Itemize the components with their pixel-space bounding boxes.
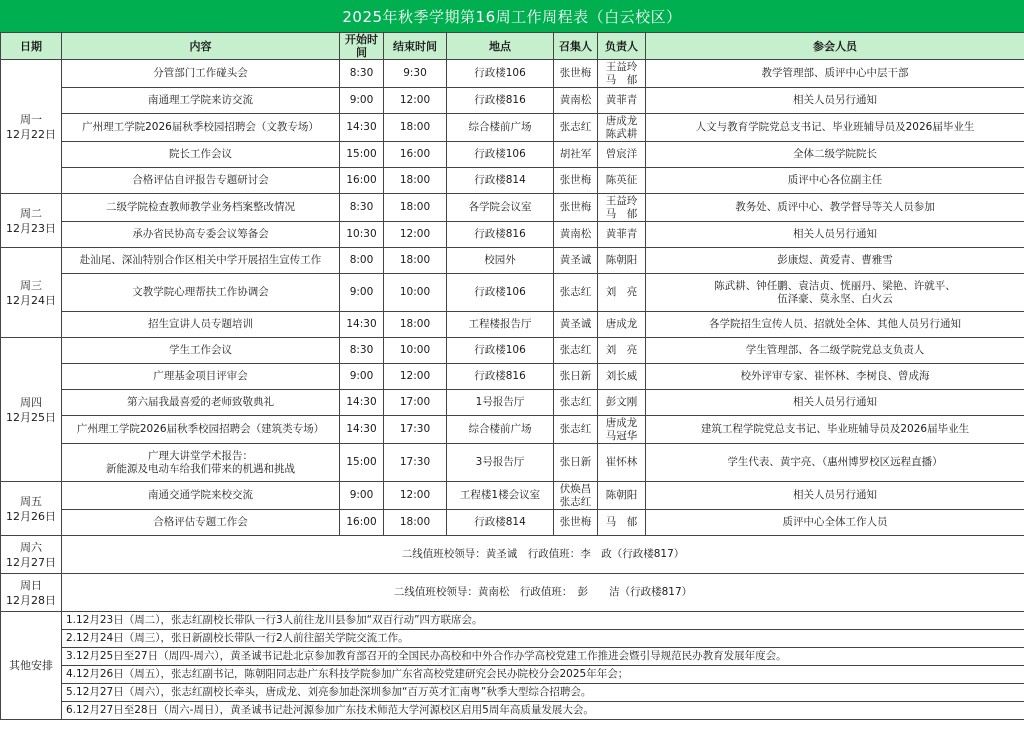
cell-end: 18:00 — [384, 114, 447, 142]
cell-attendees: 校外评审专家、崔怀林、李树良、曾成海 — [646, 364, 1024, 390]
cell-end: 17:30 — [384, 444, 447, 482]
cell-attendees: 全体二级学院院长 — [646, 142, 1024, 168]
weekend-row — [1, 574, 1024, 612]
cell-start: 14:30 — [340, 312, 384, 338]
cell-owner: 刘 亮 — [598, 338, 646, 364]
misc-row — [1, 666, 1024, 684]
cell-location: 行政楼106 — [447, 60, 554, 88]
cell-location: 行政楼814 — [447, 510, 554, 536]
cell-end: 18:00 — [384, 312, 447, 338]
cell-start: 9:00 — [340, 482, 384, 510]
cell-location: 1号报告厅 — [447, 390, 554, 416]
header-row — [1, 33, 1024, 60]
table-row — [1, 416, 1024, 444]
cell-start: 15:00 — [340, 142, 384, 168]
table-row — [1, 482, 1024, 510]
table-row — [1, 274, 1024, 312]
cell-content: 广州理工学院2026届秋季校园招聘会（建筑类专场） — [62, 416, 340, 444]
cell-attendees: 相关人员另行通知 — [646, 88, 1024, 114]
table-row — [1, 142, 1024, 168]
table-row — [1, 60, 1024, 88]
misc-item: 1.12月23日（周二），张志红副校长带队一行3人前往龙川县参加“双百行动”四方联席会。 — [62, 612, 1024, 630]
cell-start: 9:00 — [340, 88, 384, 114]
misc-row — [1, 630, 1024, 648]
misc-item: 2.12月24日（周三），张日新副校长带队一行2人前往韶关学院交流工作。 — [62, 630, 1024, 648]
misc-item: 5.12月27日（周六），张志红副校长牵头，唐成龙、刘亮参加赴深圳参加“百万英才汇南粤”秋季大型综合招聘会。 — [62, 684, 1024, 702]
cell-end: 18:00 — [384, 194, 447, 222]
cell-content: 南通理工学院来访交流 — [62, 88, 340, 114]
table-row — [1, 510, 1024, 536]
cell-attendees: 各学院招生宣传人员、招就处全体、其他人员另行通知 — [646, 312, 1024, 338]
cell-end: 12:00 — [384, 222, 447, 248]
cell-content: 赴汕尾、深汕特别合作区相关中学开展招生宣传工作 — [62, 248, 340, 274]
cell-owner: 马 郁 — [598, 510, 646, 536]
cell-owner: 陈朝阳 — [598, 248, 646, 274]
cell-owner: 黄菲青 — [598, 88, 646, 114]
cell-end: 10:00 — [384, 274, 447, 312]
cell-end: 17:00 — [384, 390, 447, 416]
cell-owner: 刘 亮 — [598, 274, 646, 312]
cell-attendees: 学生代表、黄宇亮、（惠州博罗校区远程直播） — [646, 444, 1024, 482]
cell-location: 行政楼814 — [447, 168, 554, 194]
cell-end: 12:00 — [384, 88, 447, 114]
cell-start: 14:30 — [340, 416, 384, 444]
cell-end: 10:00 — [384, 338, 447, 364]
cell-convener: 张日新 — [554, 444, 598, 482]
cell-location: 工程楼报告厅 — [447, 312, 554, 338]
misc-row — [1, 684, 1024, 702]
cell-convener: 张世梅 — [554, 168, 598, 194]
cell-convener: 黄圣诚 — [554, 248, 598, 274]
cell-end: 18:00 — [384, 168, 447, 194]
table-row — [1, 194, 1024, 222]
table-row — [1, 390, 1024, 416]
cell-location: 3号报告厅 — [447, 444, 554, 482]
table-row — [1, 114, 1024, 142]
table-row — [1, 168, 1024, 194]
header-attendees: 参会人员 — [646, 33, 1024, 60]
cell-owner: 曾宸洋 — [598, 142, 646, 168]
cell-start: 15:00 — [340, 444, 384, 482]
cell-location: 行政楼816 — [447, 88, 554, 114]
cell-end: 18:00 — [384, 510, 447, 536]
cell-location: 综合楼前广场 — [447, 114, 554, 142]
table-row — [1, 338, 1024, 364]
header-content: 内容 — [62, 33, 340, 60]
cell-content: 招生宣讲人员专题培训 — [62, 312, 340, 338]
misc-item: 3.12月25日至27日（周四-周六），黄圣诚书记赴北京参加教育部召开的全国民办高校和中外合作办学高校党建工作推进会暨引导规范民办教育发展年度会。 — [62, 648, 1024, 666]
cell-convener: 张日新 — [554, 364, 598, 390]
cell-owner: 陈朝阳 — [598, 482, 646, 510]
cell-start: 8:30 — [340, 194, 384, 222]
cell-end: 18:00 — [384, 248, 447, 274]
cell-start: 9:00 — [340, 274, 384, 312]
schedule-table — [0, 32, 1024, 720]
cell-start: 14:30 — [340, 114, 384, 142]
cell-attendees: 质评中心全体工作人员 — [646, 510, 1024, 536]
header-start: 开始时间 — [340, 33, 384, 60]
cell-attendees: 人文与教育学院党总支书记、毕业班辅导员及2026届毕业生 — [646, 114, 1024, 142]
cell-owner: 唐成龙 — [598, 312, 646, 338]
cell-location: 行政楼106 — [447, 142, 554, 168]
misc-row — [1, 702, 1024, 720]
misc-label: 其他安排 — [1, 612, 62, 720]
cell-content: 合格评估专题工作会 — [62, 510, 340, 536]
table-row — [1, 312, 1024, 338]
duty-text: 二线值班校领导：黄圣诚 行政值班：李 政（行政楼817） — [62, 536, 1024, 574]
cell-convener: 张世梅 — [554, 194, 598, 222]
cell-end: 16:00 — [384, 142, 447, 168]
cell-location: 行政楼816 — [447, 222, 554, 248]
header-date: 日期 — [1, 33, 62, 60]
cell-end: 17:30 — [384, 416, 447, 444]
table-row — [1, 364, 1024, 390]
header-owner: 负责人 — [598, 33, 646, 60]
cell-owner: 王益玲 马 郁 — [598, 60, 646, 88]
cell-content: 广理基金项目评审会 — [62, 364, 340, 390]
cell-convener: 张世梅 — [554, 510, 598, 536]
cell-start: 8:00 — [340, 248, 384, 274]
cell-location: 各学院会议室 — [447, 194, 554, 222]
cell-owner: 黄菲青 — [598, 222, 646, 248]
cell-start: 10:30 — [340, 222, 384, 248]
cell-content: 广州理工学院2026届秋季校园招聘会（文教专场） — [62, 114, 340, 142]
cell-attendees: 相关人员另行通知 — [646, 390, 1024, 416]
cell-convener: 张志红 — [554, 114, 598, 142]
cell-attendees: 质评中心各位副主任 — [646, 168, 1024, 194]
cell-content: 二级学院检查教师教学业务档案整改情况 — [62, 194, 340, 222]
cell-location: 行政楼816 — [447, 364, 554, 390]
cell-convener: 张志红 — [554, 390, 598, 416]
weekend-row — [1, 536, 1024, 574]
cell-owner: 唐成龙 陈武耕 — [598, 114, 646, 142]
cell-location: 校园外 — [447, 248, 554, 274]
cell-owner: 陈英征 — [598, 168, 646, 194]
table-row — [1, 248, 1024, 274]
cell-attendees: 彭康煜、黄爱青、曹雅雪 — [646, 248, 1024, 274]
cell-attendees: 教学管理部、质评中心中层干部 — [646, 60, 1024, 88]
cell-convener: 黄南松 — [554, 222, 598, 248]
cell-convener: 张志红 — [554, 274, 598, 312]
cell-convener: 张世梅 — [554, 60, 598, 88]
cell-attendees: 建筑工程学院党总支书记、毕业班辅导员及2026届毕业生 — [646, 416, 1024, 444]
table-row — [1, 444, 1024, 482]
cell-location: 工程楼1楼会议室 — [447, 482, 554, 510]
cell-owner: 王益玲 马 郁 — [598, 194, 646, 222]
cell-content: 南通交通学院来校交流 — [62, 482, 340, 510]
cell-end: 12:00 — [384, 364, 447, 390]
schedule-title: 2025年秋季学期第16周工作周程表（白云校区） — [0, 0, 1024, 32]
cell-owner: 崔怀林 — [598, 444, 646, 482]
cell-owner: 彭文刚 — [598, 390, 646, 416]
day-label: 周五 12月26日 — [1, 482, 62, 536]
cell-attendees: 教务处、质评中心、教学督导等关人员参加 — [646, 194, 1024, 222]
cell-start: 16:00 — [340, 168, 384, 194]
cell-start: 16:00 — [340, 510, 384, 536]
cell-content: 分管部门工作碰头会 — [62, 60, 340, 88]
header-end: 结束时间 — [384, 33, 447, 60]
cell-start: 14:30 — [340, 390, 384, 416]
duty-text: 二线值班校领导：黄南松 行政值班： 彭 洁（行政楼817） — [62, 574, 1024, 612]
cell-convener: 黄圣诚 — [554, 312, 598, 338]
cell-convener: 胡社军 — [554, 142, 598, 168]
day-label: 周二 12月23日 — [1, 194, 62, 248]
day-label: 周六 12月27日 — [1, 536, 62, 574]
day-label: 周四 12月25日 — [1, 338, 62, 482]
cell-content: 承办省民协高专委会议筹备会 — [62, 222, 340, 248]
cell-content: 文教学院心理帮扶工作协调会 — [62, 274, 340, 312]
cell-content: 广理大讲堂学术报告： 新能源及电动车给我们带来的机遇和挑战 — [62, 444, 340, 482]
cell-end: 12:00 — [384, 482, 447, 510]
misc-row — [1, 612, 1024, 630]
cell-content: 院长工作会议 — [62, 142, 340, 168]
cell-convener: 张志红 — [554, 416, 598, 444]
header-location: 地点 — [447, 33, 554, 60]
misc-item: 6.12月27日至28日（周六-周日），黄圣诚书记赴河源参加广东技术师范大学河源校区启用5周年高质量发展大会。 — [62, 702, 1024, 720]
day-label: 周一 12月22日 — [1, 60, 62, 194]
table-row — [1, 88, 1024, 114]
cell-location: 综合楼前广场 — [447, 416, 554, 444]
cell-convener: 伏焕昌 张志红 — [554, 482, 598, 510]
cell-content: 第六届我最喜爱的老师致敬典礼 — [62, 390, 340, 416]
misc-item: 4.12月26日（周五），张志红副书记，陈朝阳同志赴广东科技学院参加广东省高校党建研究会民办院校分会2025年年会； — [62, 666, 1024, 684]
cell-start: 9:00 — [340, 364, 384, 390]
cell-start: 8:30 — [340, 338, 384, 364]
table-row — [1, 222, 1024, 248]
cell-attendees: 陈武耕、钟任鹏、袁洁贞、恍丽丹、梁艳、许就平、 伍泽豪、莫永坚、白火云 — [646, 274, 1024, 312]
cell-location: 行政楼106 — [447, 274, 554, 312]
cell-attendees: 学生管理部、各二级学院党总支负责人 — [646, 338, 1024, 364]
cell-start: 8:30 — [340, 60, 384, 88]
cell-end: 9:30 — [384, 60, 447, 88]
cell-convener: 黄南松 — [554, 88, 598, 114]
cell-content: 学生工作会议 — [62, 338, 340, 364]
day-label: 周三 12月24日 — [1, 248, 62, 338]
cell-owner: 唐成龙 马冠华 — [598, 416, 646, 444]
cell-attendees: 相关人员另行通知 — [646, 482, 1024, 510]
cell-content: 合格评估自评报告专题研讨会 — [62, 168, 340, 194]
misc-row — [1, 648, 1024, 666]
cell-attendees: 相关人员另行通知 — [646, 222, 1024, 248]
header-convener: 召集人 — [554, 33, 598, 60]
cell-location: 行政楼106 — [447, 338, 554, 364]
cell-convener: 张志红 — [554, 338, 598, 364]
cell-owner: 刘长威 — [598, 364, 646, 390]
day-label: 周日 12月28日 — [1, 574, 62, 612]
